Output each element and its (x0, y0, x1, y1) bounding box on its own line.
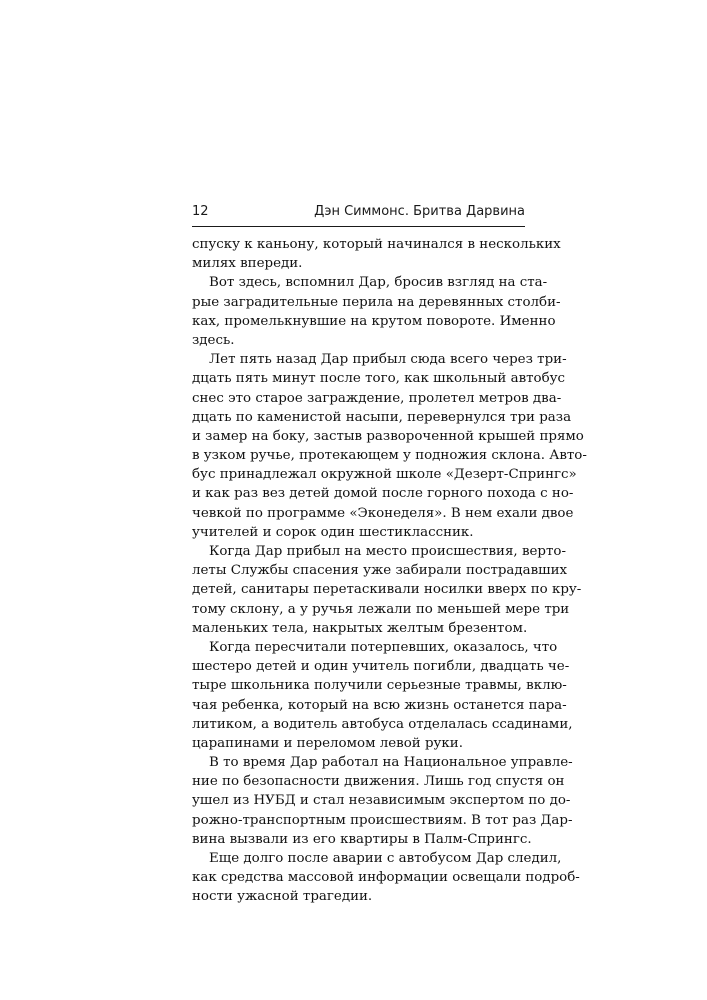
text-line: Когда пересчитали потерпевших, оказалось, что (209, 639, 558, 655)
text-line: ности ужасной трагедии. (192, 889, 373, 905)
text-line: Вот здесь, вспомнил Дар, бросив взгляд на ста- (209, 275, 548, 291)
text-line: чевкой по программе «Эконеделя». В нем ехали двое (192, 505, 574, 521)
text-line: милях впереди. (192, 256, 303, 272)
page-number: 12 (192, 204, 209, 219)
text-line: Еще долго после аварии с автобусом Дар следил, (209, 851, 562, 866)
text-line: ние по безопасности движения. Лишь год спустя он (192, 774, 565, 790)
text-line: и замер на боку, застыв развороченной крышей прямо (192, 428, 584, 444)
text-line: как средства массовой информации освещали подроб- (192, 870, 580, 886)
text-line: спуску к каньону, который начинался в нескольких (192, 237, 561, 252)
text-line: в узком ручье, протекающем у подножия склона. Авто- (192, 448, 587, 464)
text-line: бус принадлежал окружной школе «Дезерт-Спрингс» (192, 467, 577, 483)
text-line: учителей и сорок один шестиклассник. (192, 524, 474, 540)
text-line: В то время Дар работал на Национальное управле- (209, 755, 573, 771)
dar-simmons-page-header (192, 204, 525, 227)
text-line: шестеро детей и один учитель погибли, двадцать че- (192, 659, 570, 675)
text-line: ках, промелькнувшие на крутом повороте. Именно (192, 313, 556, 329)
body-text (192, 235, 587, 907)
text-line: леты Службы спасения уже забирали пострадавших (192, 563, 568, 579)
text-line: маленьких тела, накрытых желтым брезентом. (192, 620, 528, 636)
text-line: дцать по каменистой насыпи, перевернулся три раза (192, 409, 572, 425)
text-line: царапинами и переломом левой руки. (192, 735, 463, 751)
text-line: тому склону, а у ручья лежали по меньшей мере три (192, 601, 570, 617)
text-line: литиком, а водитель автобуса отделалась ссадинами, (192, 716, 573, 732)
text-line: детей, санитары перетаскивали носилки вверх по кру- (192, 582, 582, 598)
text-line: снес это старое заграждение, пролетел метров два- (192, 390, 562, 406)
text-line: рожно-транспортным происшествиям. В тот раз Дар- (192, 812, 573, 828)
text-line: Когда Дар прибыл на место происшествия, верто- (209, 544, 566, 559)
text-line: дцать пять минут после того, как школьный автобус (192, 371, 566, 387)
text-line: здесь. (192, 332, 235, 348)
text-line: ушел из НУБД и стал независимым экспертом по до- (192, 793, 571, 809)
text-line: вина вызвали из его квартиры в Палм-Спрингс. (192, 831, 532, 847)
text-line: чая ребенка, который на всю жизнь останется пара- (192, 697, 567, 713)
text-line: Лет пять назад Дар прибыл сюда всего через три- (209, 352, 567, 368)
running-title: Дэн Симмонс. Бритва Дарвина (314, 204, 525, 219)
text-line: тыре школьника получили серьезные травмы, вклю- (192, 678, 567, 694)
text-line: и как раз вез детей домой после горного похода с но- (192, 486, 574, 502)
text-line: рые заградительные перила на деревянных столби- (192, 294, 561, 310)
